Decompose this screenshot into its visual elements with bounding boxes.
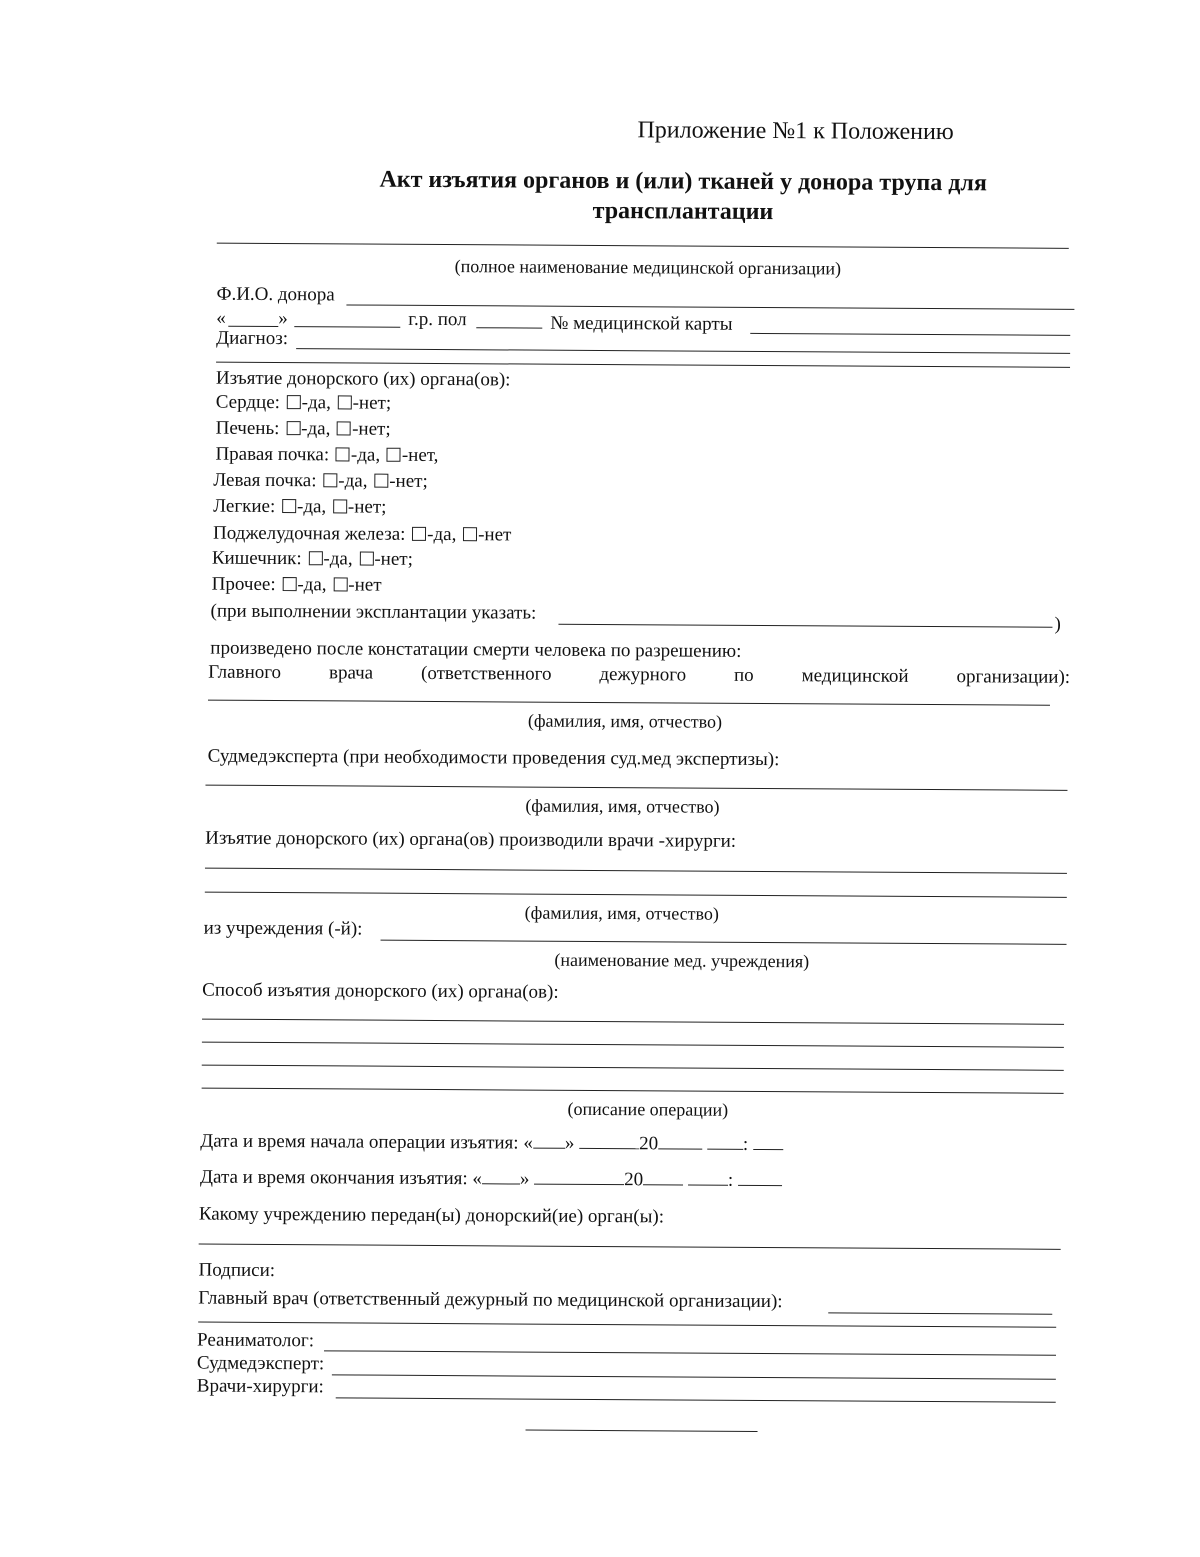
end-minute-field[interactable] — [738, 1169, 782, 1186]
end-datetime-label: Дата и время окончания изъятия: « — [200, 1166, 482, 1190]
donor-sex-field[interactable] — [476, 327, 542, 328]
forensic-expert-fio-caption: (фамилия, имя, отчество) — [525, 795, 720, 817]
organ-row-other: Прочее: -да, -нет — [211, 573, 382, 596]
chief-signature-field-2[interactable] — [198, 1322, 1056, 1328]
intestine-no-checkbox[interactable] — [359, 552, 373, 566]
method-label: Способ изъятия донорского (их) органа(ов): — [202, 979, 559, 1003]
title-line-1: Акт изъятия органов и (или) тканей у донора трупа для — [379, 166, 987, 197]
start-year-field[interactable] — [658, 1132, 702, 1149]
medical-card-field[interactable] — [750, 333, 1070, 336]
organ-row-lungs: Легкие: -да, -нет; — [213, 495, 387, 518]
lungs-yes-checkbox[interactable] — [282, 499, 296, 513]
organ-label: Сердце: — [215, 391, 281, 414]
start-day-field[interactable] — [533, 1132, 565, 1149]
start-hour-field[interactable] — [707, 1133, 743, 1150]
other-yes-checkbox[interactable] — [282, 577, 296, 591]
start-datetime-row: Дата и время начала операции изъятия: « » 20 : — [200, 1130, 783, 1157]
method-field-4[interactable] — [202, 1088, 1064, 1094]
org-name-caption: (полное наименование медицинской организации) — [454, 256, 842, 279]
left-kidney-yes-checkbox[interactable] — [323, 473, 337, 487]
heart-yes-checkbox[interactable] — [287, 395, 301, 409]
resuscitator-label: Реаниматолог: — [197, 1329, 315, 1352]
explant-label: (при выполнении эксплантации указать: — [210, 600, 537, 624]
method-field-3[interactable] — [202, 1065, 1064, 1071]
signatures-heading: Подписи: — [198, 1259, 276, 1282]
explant-close-paren: ) — [1054, 613, 1061, 635]
organ-label: Легкие: — [213, 495, 276, 518]
forensic-expert-fio-field[interactable] — [205, 785, 1067, 791]
end-datetime-row: Дата и время окончания изъятия: « » 20 : — [200, 1166, 782, 1193]
end-month-field[interactable] — [534, 1168, 624, 1186]
left-kidney-no-checkbox[interactable] — [374, 474, 388, 488]
donor-fio-label: Ф.И.О. донора — [216, 283, 335, 306]
org-name-line[interactable] — [217, 243, 1069, 249]
document-title — [303, 164, 1063, 229]
chief-doctor-fio-field[interactable] — [208, 700, 1050, 706]
forensic-signature-label: Судмедэксперт: — [196, 1352, 325, 1375]
chief-signature-field[interactable] — [828, 1312, 1052, 1314]
organ-label: Правая почка: — [215, 443, 330, 466]
organ-label: Печень: — [215, 417, 280, 440]
transfer-label: Какому учреждению передан(ы) донорский(ие) орган(ы): — [198, 1203, 665, 1228]
right-kidney-no-checkbox[interactable] — [387, 448, 401, 462]
institution-caption: (наименование мед. учреждения) — [554, 949, 810, 972]
resuscitator-field[interactable] — [324, 1350, 1056, 1355]
medical-card-label: № медицинской карты — [550, 312, 733, 335]
chief-signature-label: Главный врач (ответственный дежурный по медицинской организации): — [198, 1287, 783, 1313]
organ-row-pancreas: Поджелудочная железа: -да, -нет — [212, 522, 512, 546]
end-hour-field[interactable] — [688, 1169, 728, 1186]
diagnosis-label: Диагноз: — [216, 327, 289, 350]
organ-row-liver: Печень: -да, -нет; — [215, 417, 391, 440]
explant-field[interactable] — [558, 624, 1052, 628]
permission-line: произведено после констатации смерти человека по разрешению: — [210, 637, 742, 662]
organ-row-right-kidney: Правая почка: -да, -нет, — [215, 443, 439, 467]
lungs-no-checkbox[interactable] — [333, 499, 347, 513]
pancreas-no-checkbox[interactable] — [463, 527, 477, 541]
start-month-field[interactable] — [579, 1132, 639, 1149]
transfer-field[interactable] — [199, 1244, 1061, 1250]
institution-label: из учреждения (-й): — [203, 917, 363, 940]
organ-row-heart: Сердце: -да, -нет; — [215, 391, 392, 414]
forensic-expert-label: Судмедэксперта (при необходимости проведения суд.мед экспертизы): — [207, 745, 780, 771]
institution-field[interactable] — [381, 940, 1067, 945]
right-kidney-yes-checkbox[interactable] — [336, 447, 350, 461]
forensic-signature-field[interactable] — [332, 1374, 1056, 1379]
surgeons-signature-field[interactable] — [336, 1397, 1056, 1402]
diagnosis-field[interactable] — [296, 348, 1070, 354]
surgeons-label: Изъятие донорского (их) органа(ов) производили врачи -хирурги: — [205, 827, 737, 852]
organ-row-intestine: Кишечник: -да, -нет; — [211, 547, 413, 570]
liver-yes-checkbox[interactable] — [286, 421, 300, 435]
surgeons-fio-field-2[interactable] — [205, 892, 1067, 898]
donor-date-open: « — [216, 307, 226, 329]
liver-no-checkbox[interactable] — [337, 421, 351, 435]
organ-label: Прочее: — [211, 573, 276, 596]
start-minute-field[interactable] — [753, 1133, 783, 1150]
title-line-2: трансплантации — [592, 197, 774, 226]
start-datetime-label: Дата и время начала операции изъятия: « — [200, 1130, 533, 1154]
surgeons-signature-label: Врачи-хирурги: — [196, 1375, 324, 1398]
organ-label: Кишечник: — [211, 547, 302, 570]
intestine-yes-checkbox[interactable] — [308, 551, 322, 565]
chief-doctor-fio-caption: (фамилия, имя, отчество) — [527, 710, 723, 732]
donor-date-close: » — [278, 308, 288, 330]
method-field-1[interactable] — [202, 1019, 1064, 1025]
diagnosis-field-2[interactable] — [216, 362, 1070, 368]
closing-rule — [526, 1430, 758, 1432]
organ-row-left-kidney: Левая почка: -да, -нет; — [213, 469, 428, 492]
surgeons-fio-field-1[interactable] — [205, 868, 1067, 874]
other-no-checkbox[interactable] — [333, 577, 347, 591]
pancreas-yes-checkbox[interactable] — [412, 527, 426, 541]
method-caption: (описание операции) — [567, 1098, 729, 1120]
organs-heading: Изъятие донорского (их) органа(ов): — [215, 367, 511, 391]
end-day-field[interactable] — [482, 1167, 520, 1184]
organ-label: Поджелудочная железа: — [212, 522, 406, 545]
appendix-label: Приложение №1 к Положению — [637, 117, 954, 146]
end-year-field[interactable] — [643, 1168, 683, 1185]
surgeons-fio-caption: (фамилия, имя, отчество) — [524, 902, 719, 924]
chief-doctor-line: Главного врача (ответственного дежурного по медицинской организации): — [208, 661, 1071, 688]
heart-no-checkbox[interactable] — [338, 395, 352, 409]
donor-birth-sex-label: г.р. пол — [408, 308, 467, 331]
donor-month-year-field[interactable] — [294, 326, 400, 328]
method-field-2[interactable] — [202, 1042, 1064, 1048]
organ-label: Левая почка: — [213, 469, 317, 492]
